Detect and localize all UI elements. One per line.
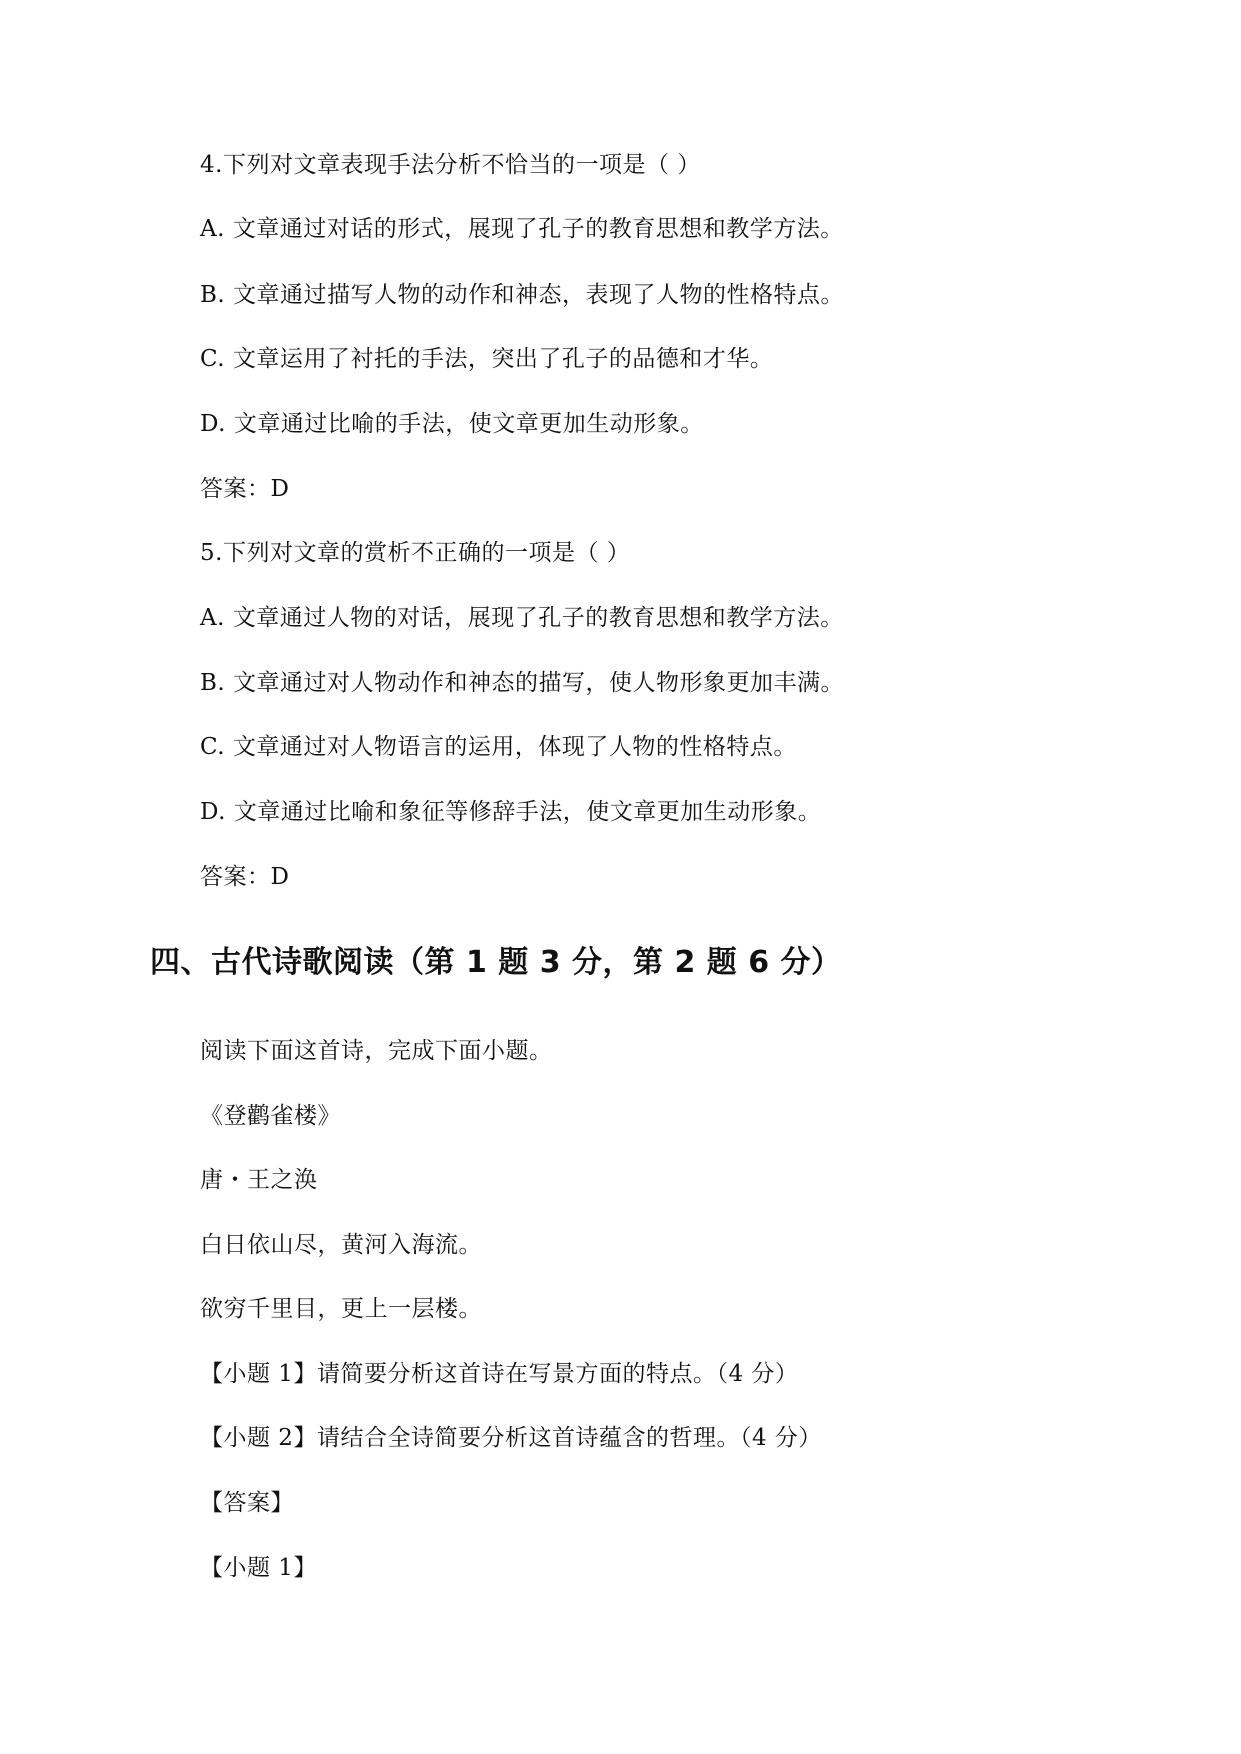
poem-line-2: 欲穷千里目，更上一层楼。 — [200, 1296, 482, 1322]
poem-line-1: 白日依山尽，黄河入海流。 — [200, 1232, 482, 1258]
section-intro: 阅读下面这首诗，完成下面小题。 — [200, 1038, 553, 1064]
question-4-answer: 答案：D — [200, 476, 290, 502]
question-5-option-b: B. 文章通过对人物动作和神态的描写，使人物形象更加丰满。 — [200, 670, 845, 696]
poem-title: 《登鹳雀楼》 — [200, 1103, 341, 1129]
question-4-option-b: B. 文章通过描写人物的动作和神态，表现了人物的性格特点。 — [200, 282, 845, 308]
answer-sub-question-1-label: 【小题 1】 — [200, 1555, 317, 1581]
question-5-stem: 5.下列对文章的赏析不正确的一项是（ ） — [200, 540, 631, 566]
sub-question-2: 【小题 2】请结合全诗简要分析这首诗蕴含的哲理。（4 分） — [200, 1425, 822, 1451]
answer-label: 【答案】 — [200, 1490, 294, 1516]
question-4-option-a: A. 文章通过对话的形式，展现了孔子的教育思想和教学方法。 — [200, 216, 844, 242]
question-5-option-d: D. 文章通过比喻和象征等修辞手法，使文章更加生动形象。 — [200, 799, 822, 825]
question-5-option-a: A. 文章通过人物的对话，展现了孔子的教育思想和教学方法。 — [200, 605, 844, 631]
question-4-option-c: C. 文章运用了衬托的手法，突出了孔子的品德和才华。 — [200, 346, 774, 372]
question-4-option-d: D. 文章通过比喻的手法，使文章更加生动形象。 — [200, 411, 704, 437]
question-4-stem: 4.下列对文章表现手法分析不恰当的一项是（ ） — [200, 152, 701, 178]
poem-author: 唐・王之涣 — [200, 1167, 318, 1193]
sub-question-1: 【小题 1】请简要分析这首诗在写景方面的特点。（4 分） — [200, 1361, 799, 1387]
question-5-option-c: C. 文章通过对人物语言的运用，体现了人物的性格特点。 — [200, 734, 797, 760]
section-heading: 四、古代诗歌阅读（第 1 题 3 分，第 2 题 6 分） — [150, 945, 842, 980]
question-5-answer: 答案：D — [200, 864, 290, 890]
